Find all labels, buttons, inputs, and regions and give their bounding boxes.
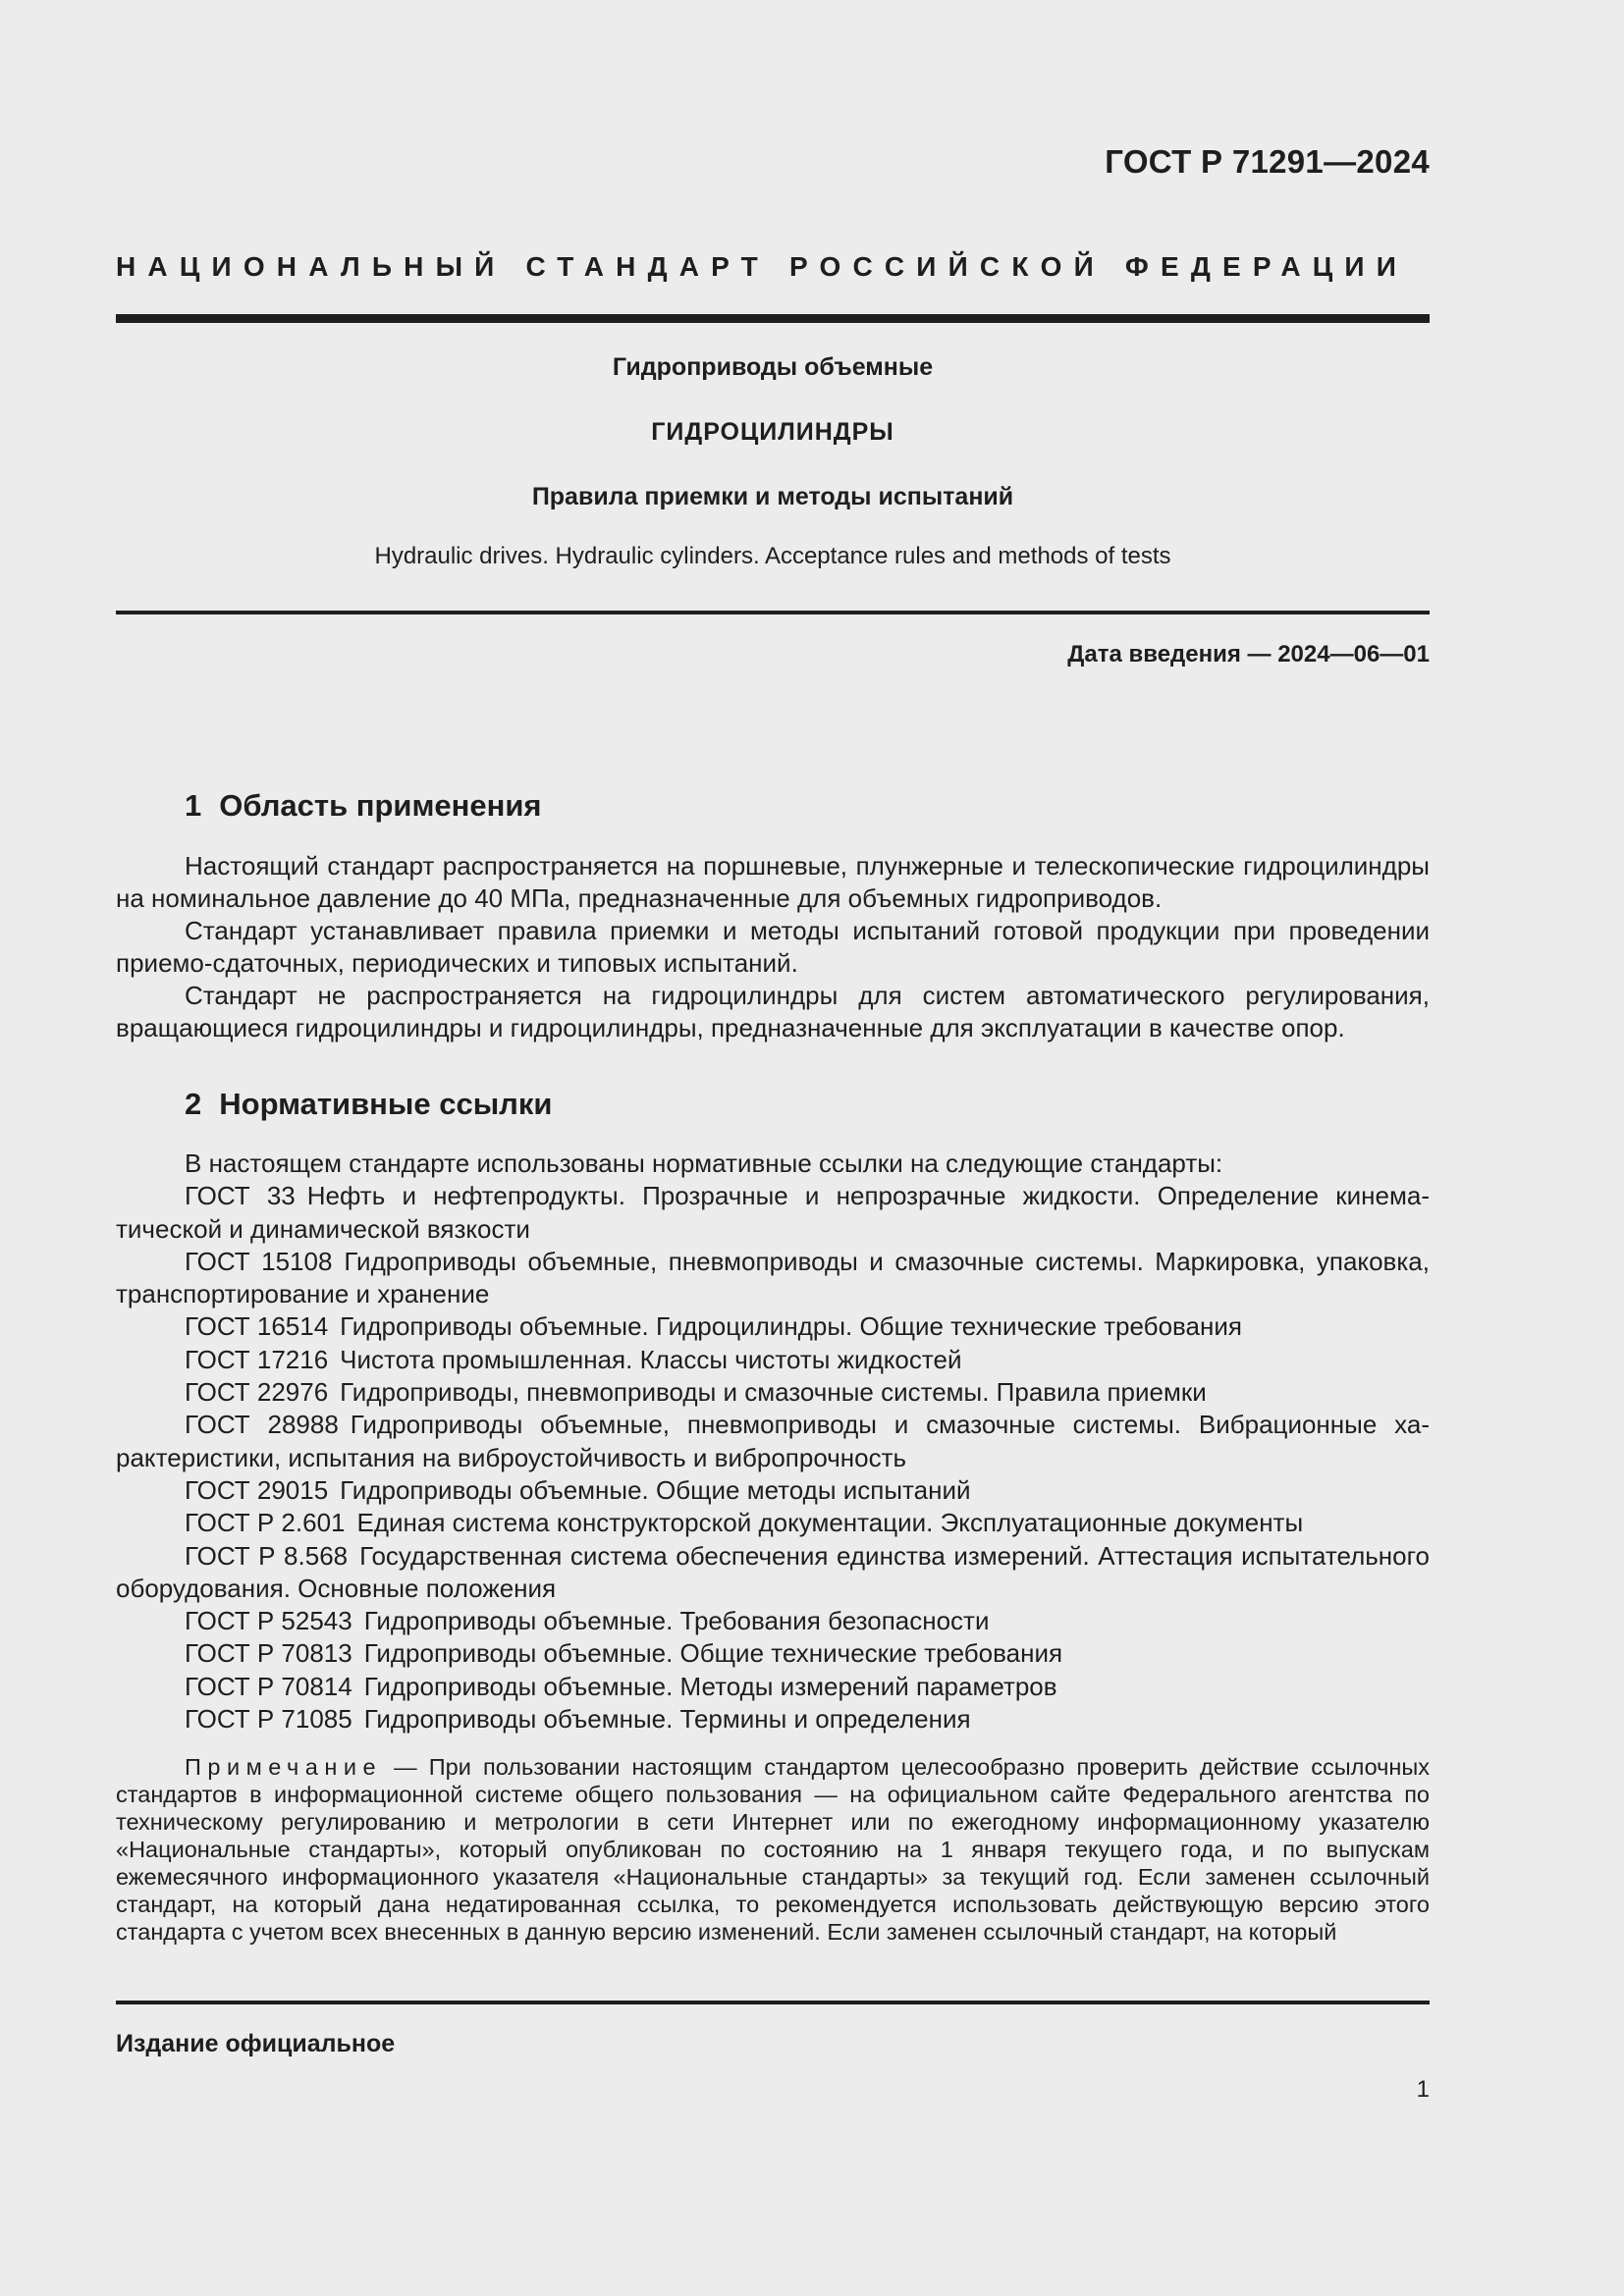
note-text: — При пользовании настоящим стандартом целесообразно проверить действие ссылочных стандартов в информационной системе общего пользования — на официальном сайте Федерального агентства по техническому регулированию и метрологии в сети Интернет или по ежегодному информационному указателю «Национальные стандарты», который опубликован по состоянию на 1 января текущего года, и по выпускам ежемесячного информационного указателя «Национальные стандарты» за текущий год. Если заменен ссылочный стандарт, на который дана недатированная ссылка, то рекомендуется использовать действующую версию этого стандарта с учетом всех внесенных в данную версию изменений. Если заменен ссылочный стандарт, на который: [116, 1754, 1430, 1945]
reference-item: [116, 1540, 1430, 1606]
page-number: 1: [1416, 2076, 1430, 2103]
title-english: Hydraulic drives. Hydraulic cylinders. Acceptance rules and methods of tests: [374, 543, 1171, 569]
reference-item: [116, 1344, 1430, 1376]
intro-date: Дата введения — 2024—06—01: [1067, 641, 1430, 667]
title-line-1: Гидроприводы объемные: [612, 353, 934, 381]
footer-divider: [116, 2001, 1430, 2004]
section-1-paragraph: Настоящий стандарт распространяется на поршневые, плунжерные и телескопические гидроцилиндры на номинальное давление до 40 МПа, предназначенные для объемных гидроприводов.: [116, 851, 1430, 913]
reference-title: Гидроприводы объемные, пневмоприводы и смазочные системы. Вибрационные характеристики, испытания на виброустойчивость и вибропрочность: [116, 1410, 1430, 1472]
reference-code: ГОСТ 17216: [185, 1344, 329, 1374]
reference-title: Гидроприводы объемные. Общие методы испытаний: [340, 1474, 971, 1505]
section-number: 1: [185, 788, 202, 823]
reference-item: [116, 1310, 1430, 1343]
section-number: 2: [185, 1087, 202, 1121]
reference-item: [116, 1637, 1430, 1670]
title-line-2: ГИДРОЦИЛИНДРЫ: [651, 418, 894, 446]
section-title: Область применения: [219, 788, 542, 823]
reference-item: [116, 1474, 1430, 1507]
reference-title: Чистота промышленная. Классы чистоты жидкостей: [340, 1344, 962, 1374]
normative-references-list: [116, 1148, 1430, 1735]
reference-title: Гидроприводы, пневмоприводы и смазочные системы. Правила приемки: [340, 1377, 1207, 1408]
reference-code: ГОСТ 16514: [185, 1311, 329, 1342]
reference-item: [116, 1376, 1430, 1409]
edition-label: Издание официальное: [116, 2030, 396, 2057]
section-1-heading: [185, 788, 542, 824]
reference-title: Гидроприводы объемные. Гидроцилиндры. Общие технические требования: [340, 1311, 1242, 1342]
standard-type: НАЦИОНАЛЬНЫЙ СТАНДАРТ РОССИЙСКОЙ ФЕДЕРАЦИИ: [116, 251, 1409, 282]
title-divider: [116, 611, 1430, 614]
reference-title: Государственная система обеспечения единства измерений. Аттестация испытательного оборудования. Основные положения: [116, 1540, 1430, 1603]
reference-item: [116, 1671, 1430, 1703]
reference-title: Нефть и нефтепродукты. Прозрачные и непрозрачные жидкости. Определение кинематической и динамической вязкости: [116, 1181, 1431, 1244]
reference-item: [116, 1180, 1430, 1246]
references-note: [116, 1753, 1430, 1946]
reference-code: ГОСТ 29015: [185, 1474, 329, 1505]
reference-title: Гидроприводы объемные, пневмоприводы и смазочные системы. Маркировка, упаковка, транспортирование и хранение: [116, 1246, 1430, 1309]
reference-code: ГОСТ 15108: [185, 1246, 333, 1276]
reference-code: ГОСТ 33: [185, 1181, 296, 1211]
section-2-heading: [185, 1087, 552, 1122]
document-page: [116, 0, 1430, 2296]
reference-title: Гидроприводы объемные. Общие технические требования: [363, 1638, 1063, 1669]
gost-number: ГОСТ Р 71291—2024: [1105, 143, 1430, 180]
reference-title: Гидроприводы объемные. Методы измерений параметров: [363, 1671, 1057, 1701]
reference-title: Единая система конструкторской документации. Эксплуатационные документы: [356, 1508, 1304, 1538]
reference-item: [116, 1703, 1430, 1735]
reference-code: ГОСТ Р 52543: [185, 1606, 352, 1636]
title-line-3: Правила приемки и методы испытаний: [531, 483, 1014, 510]
reference-code: ГОСТ Р 71085: [185, 1704, 352, 1735]
reference-code: ГОСТ Р 70814: [185, 1671, 352, 1701]
reference-code: ГОСТ 22976: [185, 1377, 329, 1408]
reference-code: ГОСТ Р 8.568: [185, 1540, 349, 1571]
section-title: Нормативные ссылки: [219, 1087, 553, 1121]
note-label: Примечание: [185, 1754, 383, 1780]
reference-item: [116, 1409, 1430, 1474]
reference-code: ГОСТ Р 2.601: [185, 1508, 346, 1538]
reference-item: [116, 1605, 1430, 1637]
header-divider: [116, 314, 1430, 323]
section-1-paragraph: Стандарт не распространяется на гидроцилиндры для систем автоматического регулирования, вращающиеся гидроцилиндры и гидроцилиндры, предназначенные для эксплуатации в качестве опор.: [116, 981, 1430, 1042]
reference-title: Гидроприводы объемные. Термины и определения: [363, 1704, 971, 1735]
references-intro: В настоящем стандарте использованы нормативные ссылки на следующие стандарты:: [185, 1148, 1223, 1178]
reference-title: Гидроприводы объемные. Требования безопасности: [363, 1606, 990, 1636]
reference-code: ГОСТ 28988: [185, 1410, 339, 1440]
reference-item: [116, 1246, 1430, 1311]
reference-item: [116, 1507, 1430, 1539]
reference-code: ГОСТ Р 70813: [185, 1638, 352, 1669]
section-1-paragraph: Стандарт устанавливает правила приемки и методы испытаний готовой продукции при проведении приемо-сдаточных, периодических и типовых испытаний.: [116, 916, 1430, 978]
